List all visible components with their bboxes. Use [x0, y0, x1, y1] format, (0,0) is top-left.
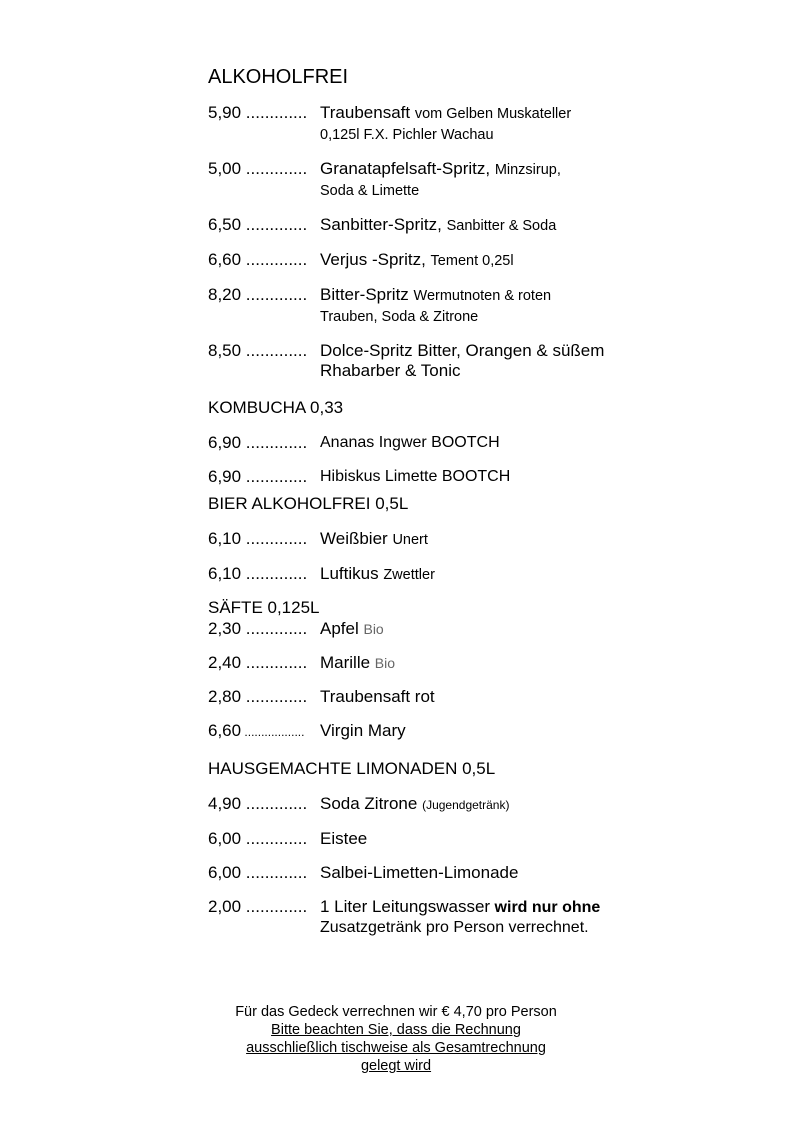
menu-item-soda-zitrone [208, 794, 608, 815]
menu-item-leitungswasser [208, 897, 608, 938]
item-name: Virgin Mary [320, 721, 406, 740]
item-detail: Bio [363, 621, 384, 637]
item-name: Traubensaft rot [320, 687, 435, 706]
item-description [320, 619, 608, 639]
item-price: 2,00 ............. [208, 897, 308, 916]
item-price: 6,90 ............. [208, 467, 308, 486]
item-price-value: 6,60 [208, 721, 242, 740]
item-detail: Zwettler [383, 567, 435, 583]
item-price: 5,90 ............. [208, 103, 308, 122]
section-title-saefte: SÄFTE 0,125L [208, 598, 320, 617]
item-name: Luftikus [320, 564, 379, 583]
item-description [320, 653, 608, 673]
item-detail: Unert [392, 532, 428, 548]
item-name: Hibiskus Limette BOOTCH [320, 468, 511, 485]
footer-note [196, 1003, 596, 1075]
menu-item-apfel [208, 619, 608, 639]
menu-item-marille [208, 653, 608, 673]
item-detail-2: Trauben, Soda & Zitrone [320, 309, 479, 325]
item-name: Verjus -Spritz, [320, 250, 426, 269]
item-name: Weißbier [320, 529, 388, 548]
menu-item-salbei-limetten [208, 863, 608, 883]
drinks-menu [208, 66, 608, 938]
item-description [320, 794, 608, 815]
section-title-alkoholfrei: ALKOHOLFREI [208, 66, 349, 88]
menu-item-virgin-mary [208, 721, 608, 742]
menu-item-luftikus [208, 564, 608, 585]
item-description [320, 159, 608, 201]
item-price: 6,90 ............. [208, 433, 308, 452]
item-name: Salbei-Limetten-Limonade [320, 863, 519, 882]
item-description [320, 285, 608, 327]
item-detail: Minzsirup, [494, 162, 561, 178]
item-description [320, 529, 608, 550]
item-description [320, 250, 608, 271]
item-price: 6,60 ............. [208, 250, 308, 269]
item-detail: Bitter, Orangen & süßem Rhabarber & Tonic [320, 341, 605, 380]
item-name: 1 Liter Leitungswasser [320, 897, 491, 916]
section-title-limonaden: HAUSGEMACHTE LIMONADEN 0,5L [208, 759, 496, 778]
item-price: 8,20 ............. [208, 285, 308, 304]
menu-item-ananas-ingwer [208, 433, 608, 453]
item-detail: Zusatzgetränk pro Person verrechnet. [320, 919, 589, 936]
item-description [320, 897, 608, 938]
menu-item-weissbier [208, 529, 608, 550]
item-name: Ananas Ingwer BOOTCH [320, 434, 500, 451]
item-price: 5,00 ............. [208, 159, 308, 178]
menu-item-traubensaft-rot [208, 687, 608, 707]
section-title-bier: BIER ALKOHOLFREI 0,5L [208, 494, 409, 513]
billing-note-line-2: ausschließlich tischweise als Gesamtrechnung [246, 1040, 546, 1056]
menu-item-traubensaft [208, 103, 608, 145]
menu-item-bitter-spritz [208, 285, 608, 327]
item-price: 6,10 ............. [208, 529, 308, 548]
item-description [320, 215, 608, 236]
item-name: Soda Zitrone [320, 794, 418, 813]
item-name: Apfel [320, 619, 359, 638]
item-price: 4,90 ............. [208, 794, 308, 813]
menu-item-verjus-spritz [208, 250, 608, 271]
billing-note-line-1: Bitte beachten Sie, dass die Rechnung [271, 1022, 521, 1038]
item-detail: (Jugendgetränk) [422, 798, 510, 812]
item-price: 6,50 ............. [208, 215, 308, 234]
item-name: Granatapfelsaft-Spritz, [320, 159, 491, 178]
menu-item-granatapfelsaft-spritz [208, 159, 608, 201]
item-description [320, 564, 608, 585]
item-price: 2,80 ............. [208, 687, 308, 706]
item-detail: vom Gelben Muskateller 0,125l F.X. Pichler Wachau [320, 106, 572, 143]
item-detail: Sanbitter & Soda [446, 218, 557, 234]
menu-item-eistee [208, 829, 608, 849]
item-name: Traubensaft [320, 103, 411, 122]
item-detail: Bio [374, 655, 396, 671]
item-name: Dolce-Spritz [320, 341, 413, 360]
cover-charge-note: Für das Gedeck verrechnen wir € 4,70 pro Person [235, 1004, 557, 1020]
item-price: 6,00 ............. [208, 863, 308, 882]
billing-note-line-3: gelegt wird [360, 1058, 432, 1074]
item-price-dots: .................. [241, 725, 305, 739]
menu-item-hibiskus-limette [208, 467, 608, 487]
section-title-kombucha: KOMBUCHA 0,33 [208, 398, 344, 417]
item-note-bold-2: ohne [562, 899, 601, 916]
item-price: 2,40 ............. [208, 653, 308, 672]
item-detail-2: Soda & Limette [320, 183, 420, 199]
item-note-bold: wird nur [494, 899, 558, 916]
item-name: Eistee [320, 829, 368, 848]
menu-item-dolce-spritz [208, 341, 608, 381]
item-price: 6,10 ............. [208, 564, 308, 583]
item-description [320, 103, 608, 145]
item-price: 6,00 ............. [208, 829, 308, 848]
item-price: 8,50 ............. [208, 341, 308, 360]
menu-item-sanbitter-spritz [208, 215, 608, 236]
item-description [320, 341, 608, 381]
item-name: Bitter-Spritz [320, 285, 409, 304]
item-price [208, 721, 320, 742]
item-detail: Wermutnoten & roten [413, 288, 552, 304]
item-name: Marille [320, 653, 371, 672]
item-price: 2,30 ............. [208, 619, 308, 638]
item-name: Sanbitter-Spritz, [320, 215, 442, 234]
item-detail: Tement 0,25l [430, 253, 514, 269]
